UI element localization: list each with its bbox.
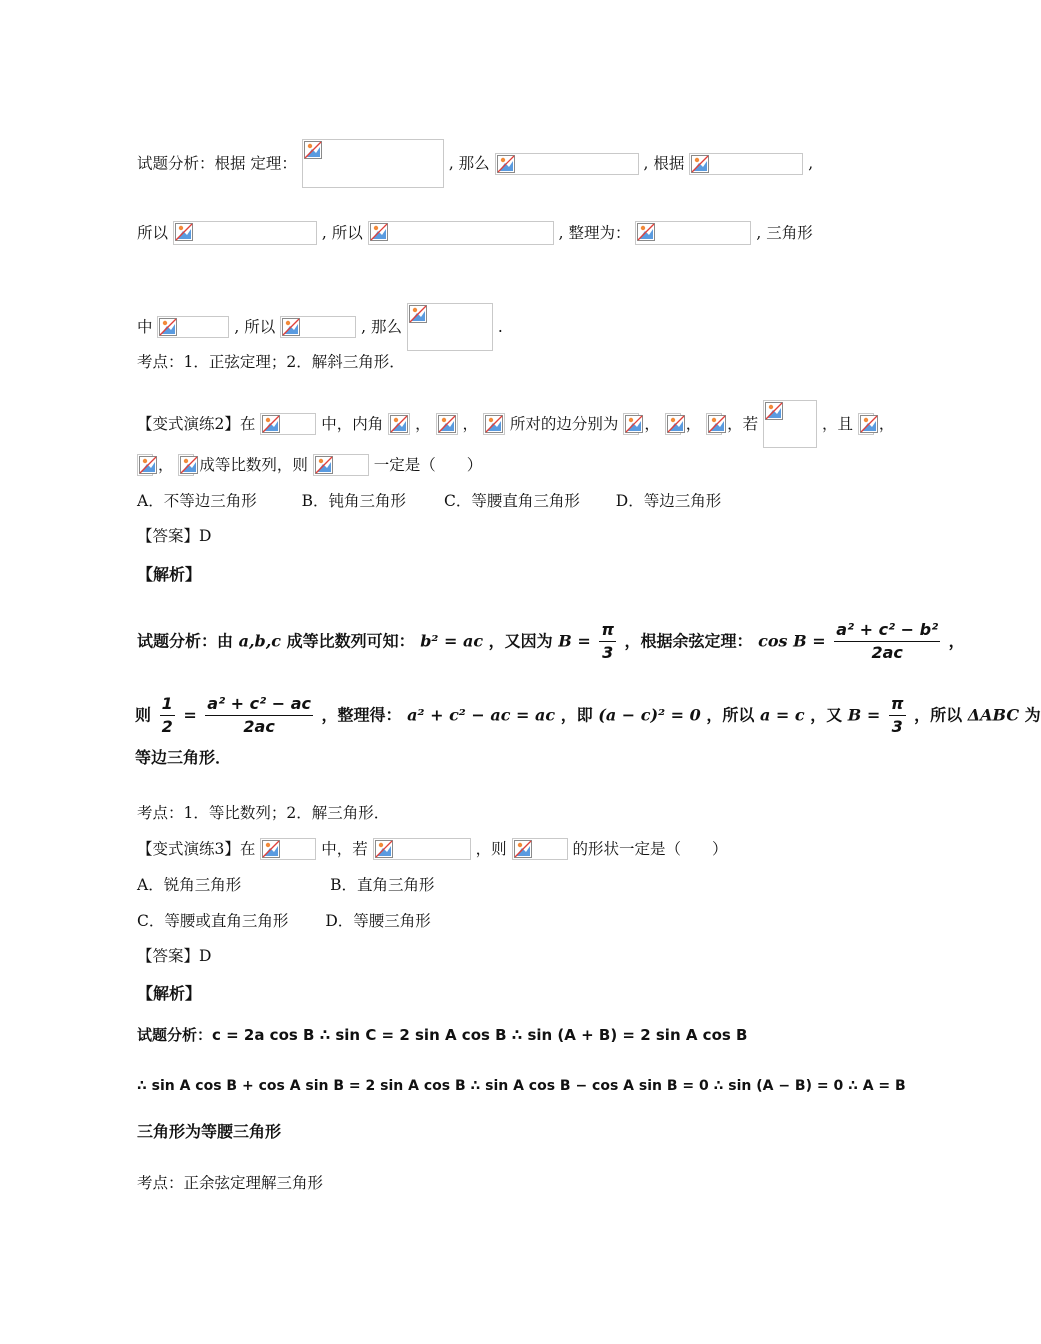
math: ΔABC — [967, 705, 1020, 725]
option-c: C．等腰或直角三角形 — [137, 912, 289, 930]
formula-image — [260, 413, 316, 435]
text: , 所以 — [321, 224, 363, 242]
kaodian-2: 考点：1．等比数列；2．解三角形． — [137, 804, 390, 822]
text: 中，若 — [321, 840, 368, 858]
text: 所以 — [137, 224, 169, 242]
text: ，则 — [475, 840, 507, 858]
formula-image — [313, 454, 369, 476]
formula-image — [137, 454, 153, 476]
broken-image-icon — [262, 415, 280, 433]
broken-image-icon — [282, 318, 300, 336]
formula-image — [483, 413, 505, 435]
formula-image — [665, 413, 681, 435]
options-3-row1 — [137, 874, 435, 895]
text: 试题分析：根据 定理： — [137, 154, 297, 173]
text: , — [808, 154, 814, 173]
text: ， — [685, 415, 702, 433]
formula-image — [635, 221, 751, 245]
text: 所对的边分别为 — [509, 415, 619, 433]
option-c: C．等腰直角三角形 — [443, 492, 580, 510]
kaodian-1: 考点：1．正弦定理；2．解斜三角形． — [137, 353, 405, 371]
formula-image — [706, 413, 722, 435]
text: ， — [415, 415, 431, 433]
formula-image — [388, 413, 410, 435]
text: ，根据余弦定理： — [624, 631, 753, 651]
formula-image — [512, 838, 568, 860]
formula-image — [178, 454, 194, 476]
formula-image — [373, 838, 471, 860]
math: a = c — [759, 705, 805, 725]
text: ，又 — [810, 705, 843, 725]
fraction-pi-3: $\frac{\pi}{3}$ — [601, 620, 614, 662]
math: a,b,c — [238, 631, 282, 651]
text: 试题分析：由 — [137, 631, 234, 651]
text: 中，内角 — [321, 415, 384, 433]
option-a: A．锐角三角形 — [137, 876, 242, 894]
text: ， — [948, 631, 965, 651]
text: , 三角形 — [756, 224, 813, 242]
fraction-expr: $\frac{\text{a² + c² − ac}}{2ac}$ — [207, 694, 311, 736]
broken-image-icon — [139, 456, 157, 474]
text: , 根据 — [643, 154, 685, 173]
solution-3-line1: 试题分析：c = 2a cos B ∴ sin C = 2 sin A cos B ∴ sin (A + B) = 2 sin A cos B — [137, 1026, 748, 1044]
broken-image-icon — [175, 223, 193, 241]
text: 成等比数列，则 — [199, 456, 308, 474]
text: ，所以 — [706, 705, 755, 725]
broken-image-icon — [691, 155, 709, 173]
line-1 — [137, 139, 813, 188]
formula-image — [495, 153, 639, 175]
text: 则 — [135, 705, 152, 725]
formula-image — [623, 413, 639, 435]
math: b² = ac — [420, 631, 484, 651]
text: . — [497, 318, 503, 336]
text: , 那么 — [361, 318, 402, 336]
broken-image-icon — [637, 223, 655, 241]
question-2-line2 — [137, 454, 482, 476]
formula-image — [302, 139, 444, 188]
line-2 — [137, 221, 813, 245]
formula-image — [260, 838, 316, 860]
option-a: A．不等边三角形 — [137, 492, 257, 510]
fraction-half: $\frac{1}{2}$ — [161, 694, 173, 736]
jiexi-3: 【解析】 — [137, 984, 202, 1003]
text: 为 — [1024, 705, 1041, 725]
fraction-pi-3: $\frac{\pi}{3}$ — [890, 694, 904, 736]
formula-image — [173, 221, 317, 245]
line-3 — [137, 303, 503, 351]
text: ，整理得： — [321, 705, 402, 725]
formula-image — [689, 153, 803, 175]
text: ， — [462, 415, 479, 433]
broken-image-icon — [370, 223, 388, 241]
text: 成等比数列可知： — [286, 631, 415, 651]
solution-2-line1 — [137, 620, 965, 663]
formula-image — [157, 316, 229, 338]
jiexi-2: 【解析】 — [137, 565, 202, 584]
math: (a − c)² = 0 — [598, 705, 701, 725]
broken-image-icon — [159, 318, 177, 336]
options-3-row2 — [137, 910, 431, 931]
solution-3-line3: 三角形为等腰三角形 — [137, 1122, 282, 1141]
text: 【变式演练3】在 — [137, 840, 256, 858]
formula-image — [280, 316, 356, 338]
formula-image — [407, 303, 493, 351]
option-d: D．等腰三角形 — [325, 912, 431, 930]
option-d: D．等边三角形 — [615, 492, 722, 510]
text: , 所以 — [234, 318, 276, 336]
broken-image-icon — [860, 415, 878, 433]
broken-image-icon — [438, 415, 456, 433]
text: , 整理为： — [558, 224, 631, 242]
question-2 — [137, 400, 894, 448]
formula-image — [858, 413, 874, 435]
text: ， — [644, 415, 660, 433]
text: ，即 — [560, 705, 593, 725]
formula-image — [368, 221, 554, 245]
broken-image-icon — [180, 456, 198, 474]
broken-image-icon — [390, 415, 408, 433]
option-b: B．钝角三角形 — [301, 492, 407, 510]
solution-3-line2: ∴ sin A cos B + cos A sin B = 2 sin A cos B ∴ sin A cos B − cos A sin B = 0 ∴ sin (A − B) = 0 ∴ A = B — [137, 1078, 906, 1094]
broken-image-icon — [262, 840, 280, 858]
text: ，所以 — [914, 705, 963, 725]
math: B = — [558, 631, 591, 651]
fraction-cosine-rule: $\frac{\text{a² + c² − b²}}{2ac}$ — [836, 620, 939, 662]
formula-image — [763, 400, 817, 448]
text: 一定是（ ） — [373, 456, 483, 474]
broken-image-icon — [304, 141, 322, 159]
broken-image-icon — [485, 415, 503, 433]
math: B = — [847, 705, 881, 725]
broken-image-icon — [667, 415, 685, 433]
solution-2-line2 — [135, 694, 1041, 737]
text: 中 — [137, 318, 153, 336]
broken-image-icon — [625, 415, 643, 433]
broken-image-icon — [375, 840, 393, 858]
math: a² + c² − ac = ac — [407, 705, 556, 725]
math: cos B = — [758, 631, 826, 651]
text: 的形状一定是（ ） — [572, 840, 728, 858]
text: , 那么 — [448, 154, 490, 173]
options-2 — [137, 490, 721, 511]
broken-image-icon — [497, 155, 515, 173]
text: ， — [157, 456, 174, 474]
broken-image-icon — [514, 840, 532, 858]
broken-image-icon — [708, 415, 726, 433]
text: ，若 — [727, 415, 759, 433]
answer-3: 【答案】D — [137, 947, 212, 965]
text: ， — [878, 415, 895, 433]
question-3 — [137, 838, 728, 860]
text: ，且 — [821, 415, 853, 433]
formula-image — [436, 413, 458, 435]
answer-2: 【答案】D — [137, 527, 212, 545]
broken-image-icon — [409, 305, 427, 323]
broken-image-icon — [765, 402, 783, 420]
text: ，又因为 — [488, 631, 553, 651]
broken-image-icon — [315, 456, 333, 474]
math: = — [183, 705, 197, 725]
option-b: B．直角三角形 — [330, 876, 435, 894]
solution-2-line3: 等边三角形． — [135, 748, 232, 767]
kaodian-3: 考点：正余弦定理解三角形 — [137, 1174, 324, 1192]
text: 【变式演练2】在 — [137, 415, 256, 433]
